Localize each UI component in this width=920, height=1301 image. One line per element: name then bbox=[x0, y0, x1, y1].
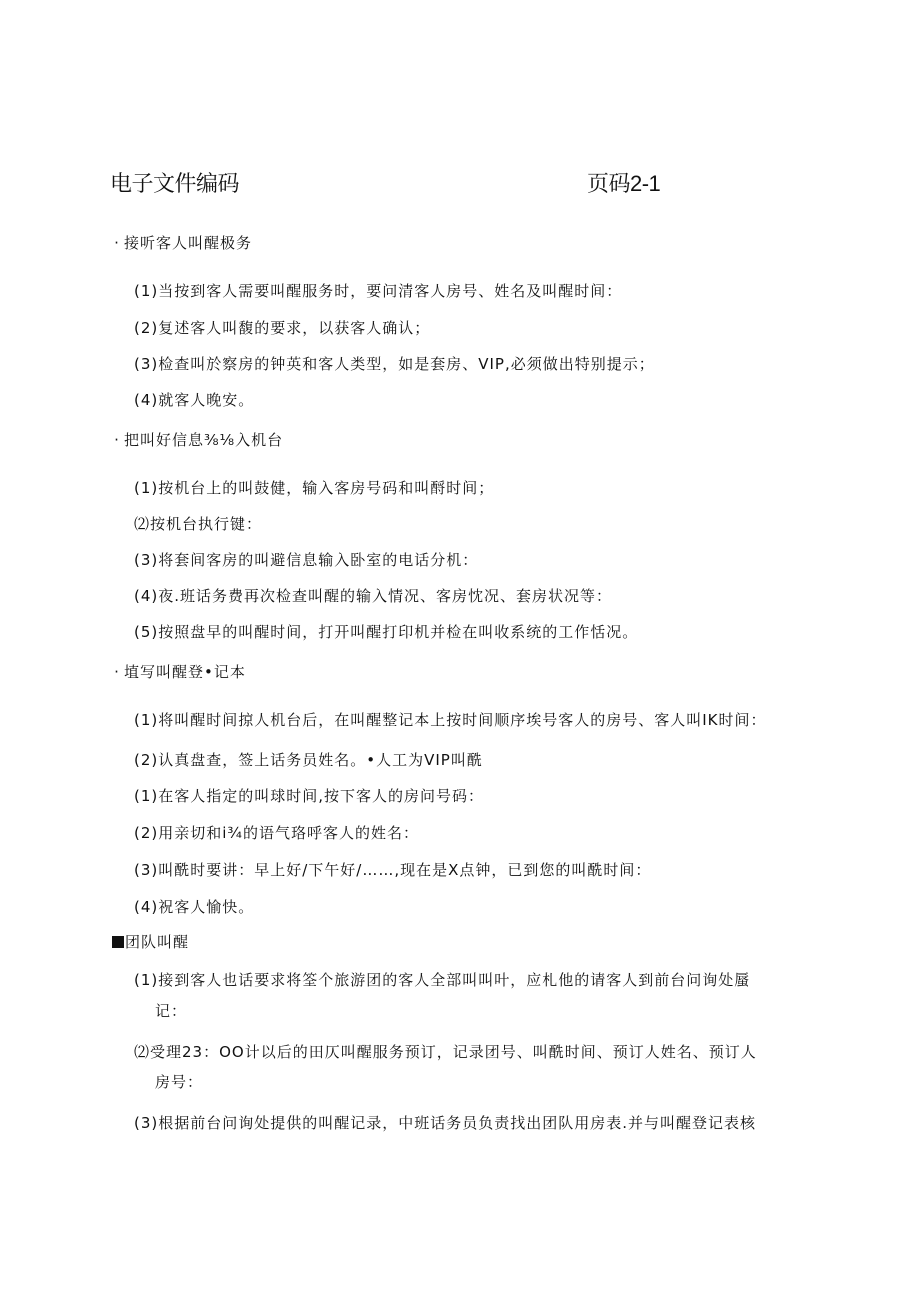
list-item: (1)将叫醒时间掠人机台后，在叫醒整记本上按时间顺序埃号客人的房号、客人叫IK时间： bbox=[134, 711, 767, 729]
section-title: 埴写叫醒登•记本 bbox=[124, 663, 246, 681]
section-heading-group-wakeup bbox=[112, 932, 189, 952]
section-title: 把叫好信息⅜⅛入机台 bbox=[124, 431, 284, 449]
list-item: (3)将套间客房的叫避信息输入卧室的电话分机： bbox=[134, 551, 479, 569]
section-heading-register-book bbox=[112, 662, 246, 682]
list-item: (1)接到客人也话要求将筌个旅游团的客人全部叫叫叶，应札他的请客人到前台问询处蜃 bbox=[134, 971, 751, 989]
section-title: 团队叫醒 bbox=[125, 933, 190, 951]
list-item: ⑵按机台执行键： bbox=[134, 515, 263, 533]
page-number-label: 页码2-1 bbox=[587, 171, 661, 196]
list-item: (4)祝客人愉快。 bbox=[134, 898, 255, 916]
list-item: (4)就客人晚安。 bbox=[134, 391, 255, 409]
list-item: (4)夜.班话务费再次检查叫醒的输入情况、客房忱况、套房状况等： bbox=[134, 587, 613, 605]
list-item: (3)叫酰时要讲：早上好/下午好/……,现在是X点钟，已到您的叫酰时间： bbox=[134, 861, 652, 879]
list-item-continuation: 房号： bbox=[155, 1073, 204, 1091]
list-item: (1)在客人指定的叫球时间,按下客人的房问号码： bbox=[134, 787, 485, 805]
list-item: (2)复述客人叫馥的要求，以获客人确认； bbox=[134, 319, 431, 337]
section-heading-enter-machine bbox=[112, 430, 283, 450]
section-heading-answer-wakeup bbox=[112, 233, 252, 253]
list-item: (1)当按到客人需要叫醒服务时，要问清客人房号、姓名及叫醒时间： bbox=[134, 282, 623, 300]
dot-bullet: · bbox=[114, 663, 120, 681]
dot-bullet: · bbox=[114, 234, 120, 252]
list-item: (2)认真盘查，签上话务员姓名。•人工为VIP叫酰 bbox=[134, 751, 483, 769]
list-item-continuation: 记： bbox=[155, 1002, 188, 1020]
list-item: (5)按照盘早的叫醒时间，打开叫醒打印机并检在叫收系统的工作恬况。 bbox=[134, 623, 639, 641]
list-item: (1)按机台上的叫鼓健，输入客房号码和叫酹时间； bbox=[134, 479, 495, 497]
list-item: (3)根据前台问询处提供的叫醒记录，中班话务员负责找出团队用房表.并与叫醒登记表核 bbox=[134, 1114, 757, 1132]
list-item: ⑵受理23：OO计以后的田仄叫醒服务预订，记录团号、叫酰时间、预订人姓名、预订人 bbox=[134, 1043, 757, 1061]
list-item: (3)检查叫於察房的钟英和客人类型，如是套房、VIP,必须做出特别提示； bbox=[134, 355, 655, 373]
section-title: 接听客人叫醒极务 bbox=[124, 234, 253, 252]
list-item: (2)用亲切和i¾的语气珞呼客人的姓名： bbox=[134, 824, 419, 842]
document-code-label: 电子文件编码 bbox=[110, 171, 240, 196]
dot-bullet: · bbox=[114, 431, 120, 449]
square-bullet-icon bbox=[112, 936, 124, 948]
